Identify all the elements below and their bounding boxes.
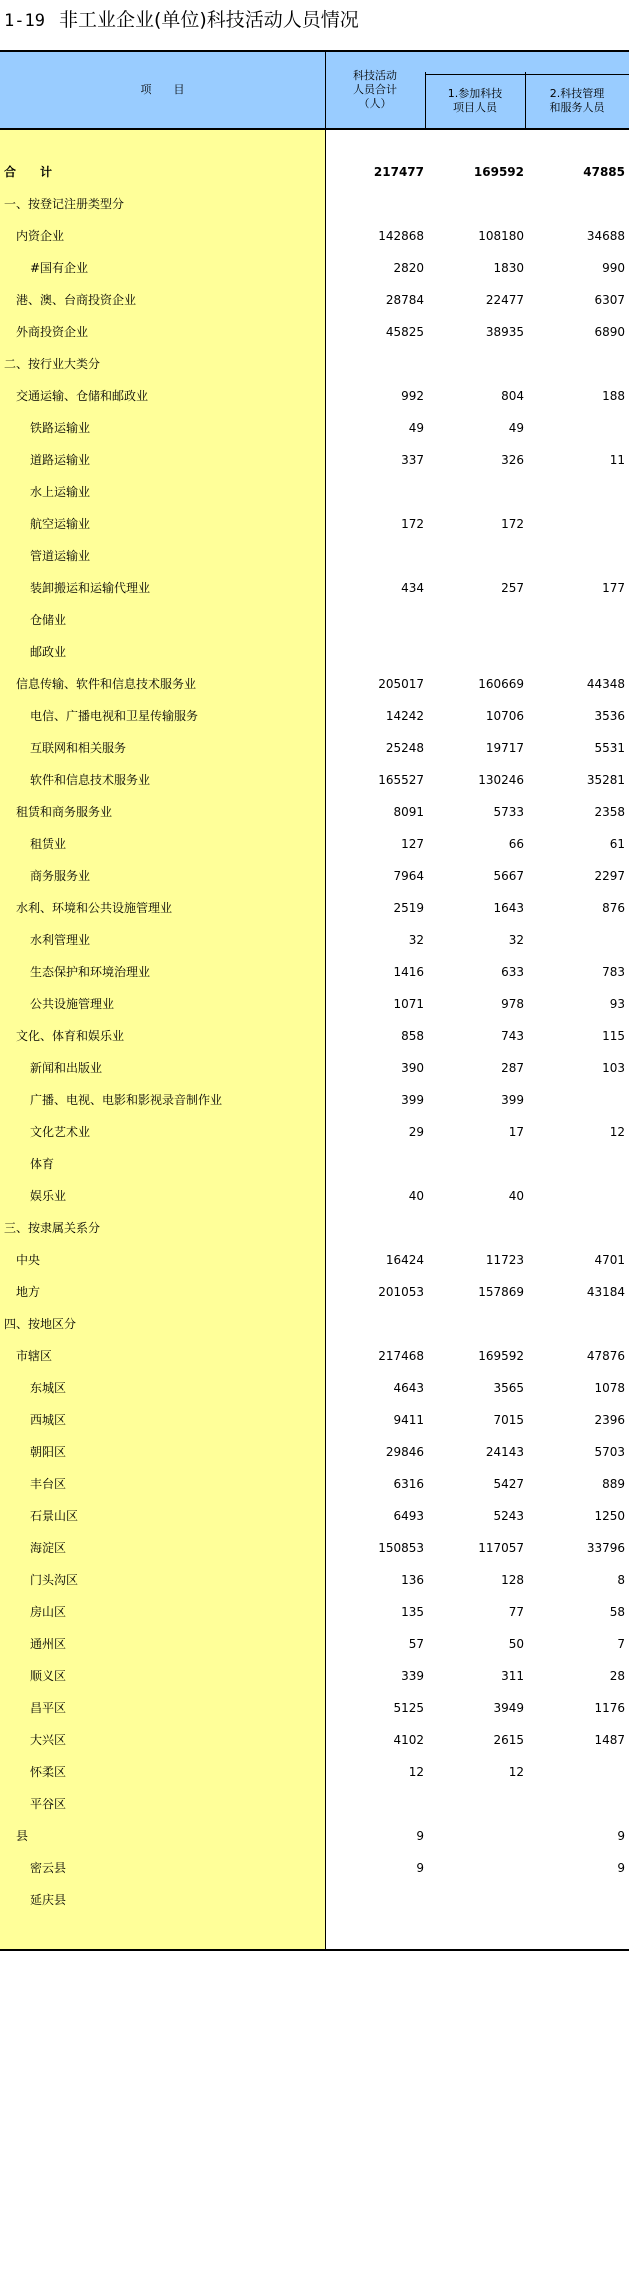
project-staff-cell: 5243: [493, 1509, 524, 1523]
table-row: [0, 1500, 629, 1532]
project-staff-cell: 24143: [485, 1445, 524, 1459]
table-row: [0, 1404, 629, 1436]
management-staff-cell: 7: [617, 1637, 625, 1651]
total-cell: 49: [408, 421, 424, 435]
header-management-staff: [525, 52, 629, 128]
management-staff-cell: 58: [609, 1605, 625, 1619]
management-staff-cell: 8: [617, 1573, 625, 1587]
management-staff-cell: 47885: [583, 165, 625, 179]
total-cell: 12: [408, 1765, 424, 1779]
management-staff-cell: 5703: [594, 1445, 625, 1459]
management-staff-cell: 2358: [594, 805, 625, 819]
total-cell: 858: [401, 1029, 424, 1043]
row-label: 大兴区: [30, 1733, 67, 1747]
row-label: 租赁和商务服务业: [16, 805, 113, 819]
project-staff-cell: 804: [501, 389, 524, 403]
management-staff-cell: 28: [609, 1669, 625, 1683]
table-row: [0, 1148, 629, 1180]
total-cell: 136: [401, 1573, 424, 1587]
project-staff-cell: 3565: [493, 1381, 524, 1395]
total-cell: 399: [401, 1093, 424, 1107]
table-row: [0, 860, 629, 892]
table-row: [0, 924, 629, 956]
management-staff-cell: 9: [617, 1829, 625, 1843]
total-cell: 9: [416, 1829, 424, 1843]
project-staff-cell: 17: [508, 1125, 524, 1139]
table-row: [0, 988, 629, 1020]
project-staff-cell: 128: [501, 1573, 524, 1587]
total-cell: 6493: [393, 1509, 424, 1523]
total-cell: 7964: [393, 869, 424, 883]
table-row: [0, 1372, 629, 1404]
row-label: 铁路运输业: [30, 421, 91, 435]
table-row: [0, 188, 629, 220]
row-label: 文化、体育和娱乐业: [16, 1029, 125, 1043]
total-cell: 1416: [393, 965, 424, 979]
management-staff-cell: 1176: [594, 1701, 625, 1715]
row-label: 地方: [16, 1285, 41, 1299]
management-staff-cell: 47876: [586, 1349, 625, 1363]
management-staff-cell: 3536: [594, 709, 625, 723]
total-cell: 16424: [385, 1253, 424, 1267]
project-staff-cell: 5733: [493, 805, 524, 819]
row-label: 怀柔区: [30, 1765, 67, 1779]
total-cell: 9411: [393, 1413, 424, 1427]
row-label: 西城区: [30, 1413, 67, 1427]
row-label: 广播、电视、电影和影视录音制作业: [30, 1093, 223, 1107]
table-row: [0, 956, 629, 988]
project-staff-cell: 49: [508, 421, 524, 435]
table-row: [0, 284, 629, 316]
project-staff-cell: 978: [501, 997, 524, 1011]
row-label: 仓储业: [30, 613, 67, 627]
table-row: [0, 1628, 629, 1660]
project-staff-cell: 399: [501, 1093, 524, 1107]
management-staff-cell: 33796: [586, 1541, 625, 1555]
management-staff-cell: 5531: [594, 741, 625, 755]
management-staff-cell: 1078: [594, 1381, 625, 1395]
management-staff-cell: 2396: [594, 1413, 625, 1427]
header-project-line2: 项目人员: [453, 101, 497, 114]
row-label: 合 计: [4, 165, 53, 179]
table-row: [0, 1020, 629, 1052]
total-cell: 1071: [393, 997, 424, 1011]
row-label: 密云县: [30, 1861, 67, 1875]
row-label: 昌平区: [30, 1701, 67, 1715]
row-label: 中央: [16, 1253, 41, 1267]
total-cell: 5125: [393, 1701, 424, 1715]
header-management-line1: 2.科技管理: [549, 87, 605, 100]
project-staff-cell: 32: [508, 933, 524, 947]
row-label: 延庆县: [30, 1893, 67, 1907]
management-staff-cell: 44348: [586, 677, 625, 691]
row-label: 软件和信息技术服务业: [30, 773, 151, 787]
project-staff-cell: 50: [508, 1637, 524, 1651]
table-row: [0, 1532, 629, 1564]
table-row: [0, 732, 629, 764]
total-cell: 172: [401, 517, 424, 531]
project-staff-cell: 169592: [478, 1349, 524, 1363]
table-row: [0, 700, 629, 732]
table-row: [0, 1468, 629, 1500]
row-label: 文化艺术业: [30, 1125, 91, 1139]
management-staff-cell: 35281: [586, 773, 625, 787]
table-row: [0, 1564, 629, 1596]
management-staff-cell: 43184: [586, 1285, 625, 1299]
table-row: [0, 508, 629, 540]
total-cell: 40: [408, 1189, 424, 1203]
total-cell: 28784: [385, 293, 424, 307]
project-staff-cell: 3949: [493, 1701, 524, 1715]
total-cell: 142868: [378, 229, 424, 243]
table-row: [0, 1116, 629, 1148]
table-row: [0, 1244, 629, 1276]
project-staff-cell: 160669: [478, 677, 524, 691]
row-label: 顺义区: [30, 1669, 67, 1683]
table-row: [0, 1052, 629, 1084]
row-label: 三、按隶属关系分: [4, 1221, 101, 1235]
table-row: [0, 1276, 629, 1308]
management-staff-cell: 93: [609, 997, 625, 1011]
header-total-line2: 人员合计: [353, 83, 397, 96]
row-label: 水利管理业: [30, 933, 91, 947]
total-cell: 9: [416, 1861, 424, 1875]
total-cell: 150853: [378, 1541, 424, 1555]
table-row: [0, 636, 629, 668]
project-staff-cell: 287: [501, 1061, 524, 1075]
row-label: 道路运输业: [30, 453, 91, 467]
row-label: 朝阳区: [30, 1445, 67, 1459]
total-cell: 8091: [393, 805, 424, 819]
table-row: [0, 796, 629, 828]
management-staff-cell: 6307: [594, 293, 625, 307]
row-label: 水上运输业: [30, 485, 91, 499]
table-row: [0, 1884, 629, 1916]
row-label: 通州区: [30, 1637, 67, 1651]
management-staff-cell: 990: [602, 261, 625, 275]
table-row: [0, 1820, 629, 1852]
table-row: [0, 540, 629, 572]
management-staff-cell: 889: [602, 1477, 625, 1491]
row-label: 水利、环境和公共设施管理业: [16, 901, 173, 915]
row-label: 商务服务业: [30, 869, 91, 883]
project-staff-cell: 1643: [493, 901, 524, 915]
table-row: [0, 1436, 629, 1468]
management-staff-cell: 115: [602, 1029, 625, 1043]
row-label: 房山区: [30, 1605, 67, 1619]
table-row: [0, 412, 629, 444]
row-label: 航空运输业: [30, 517, 91, 531]
row-label: 四、按地区分: [4, 1317, 77, 1331]
project-staff-cell: 633: [501, 965, 524, 979]
management-staff-cell: 12: [609, 1125, 625, 1139]
total-cell: 127: [401, 837, 424, 851]
table-row: [0, 220, 629, 252]
total-cell: 165527: [378, 773, 424, 787]
total-cell: 390: [401, 1061, 424, 1075]
row-label: 交通运输、仓储和邮政业: [16, 389, 149, 403]
project-staff-cell: 40: [508, 1189, 524, 1203]
management-staff-cell: 61: [609, 837, 625, 851]
project-staff-cell: 66: [508, 837, 524, 851]
table-row: [0, 1756, 629, 1788]
total-cell: 2519: [393, 901, 424, 915]
table-row: [0, 316, 629, 348]
project-staff-cell: 743: [501, 1029, 524, 1043]
table-row: [0, 572, 629, 604]
project-staff-cell: 77: [508, 1605, 524, 1619]
table-row: [0, 476, 629, 508]
project-staff-cell: 157869: [478, 1285, 524, 1299]
header-item: 项 目: [140, 83, 185, 96]
management-staff-cell: 11: [609, 453, 625, 467]
total-cell: 2820: [393, 261, 424, 275]
row-label: 公共设施管理业: [30, 997, 115, 1011]
row-label: #国有企业: [30, 261, 89, 275]
header-total: [325, 52, 425, 128]
row-label: 东城区: [30, 1381, 67, 1395]
total-cell: 4643: [393, 1381, 424, 1395]
table-row: [0, 1340, 629, 1372]
header-project-line1: 1.参加科技: [447, 87, 503, 100]
total-cell: 135: [401, 1605, 424, 1619]
project-staff-cell: 117057: [478, 1541, 524, 1555]
row-label: 外商投资企业: [16, 325, 89, 339]
project-staff-cell: 1830: [493, 261, 524, 275]
total-cell: 205017: [378, 677, 424, 691]
header-total-line1: 科技活动: [353, 69, 397, 82]
project-staff-cell: 108180: [478, 229, 524, 243]
row-label: 新闻和出版业: [30, 1061, 103, 1075]
row-label: 海淀区: [30, 1541, 67, 1555]
row-label: 门头沟区: [30, 1573, 79, 1587]
total-cell: 434: [401, 581, 424, 595]
total-cell: 29: [408, 1125, 424, 1139]
total-cell: 201053: [378, 1285, 424, 1299]
table-title: 非工业企业(单位)科技活动人员情况: [58, 9, 359, 31]
management-staff-cell: 1487: [594, 1733, 625, 1747]
page-title: [4, 6, 359, 34]
header-total-line3: （人）: [358, 97, 392, 110]
column-divider: [525, 72, 526, 130]
row-label: 市辖区: [16, 1349, 53, 1363]
management-staff-cell: 177: [602, 581, 625, 595]
total-cell: 45825: [385, 325, 424, 339]
row-label: 装卸搬运和运输代理业: [30, 581, 151, 595]
table-row: [0, 1596, 629, 1628]
project-staff-cell: 172: [501, 517, 524, 531]
table-row: [0, 668, 629, 700]
row-label: 信息传输、软件和信息技术服务业: [16, 677, 197, 691]
header-management-line2: 和服务人员: [549, 101, 605, 114]
header-project-staff: [425, 52, 525, 128]
total-cell: 29846: [385, 1445, 424, 1459]
header-subdivider: [425, 74, 629, 75]
table-row: [0, 1724, 629, 1756]
project-staff-cell: 5427: [493, 1477, 524, 1491]
row-label: 二、按行业大类分: [4, 357, 101, 371]
table-row: [0, 1692, 629, 1724]
row-label: 石景山区: [30, 1509, 79, 1523]
table-row: [0, 828, 629, 860]
row-label: 一、按登记注册类型分: [4, 197, 125, 211]
management-staff-cell: 6890: [594, 325, 625, 339]
project-staff-cell: 22477: [485, 293, 524, 307]
row-label: 内资企业: [16, 229, 65, 243]
management-staff-cell: 34688: [586, 229, 625, 243]
table-row: [0, 252, 629, 284]
row-label: 丰台区: [30, 1477, 67, 1491]
project-staff-cell: 169592: [473, 165, 524, 179]
total-cell: 339: [401, 1669, 424, 1683]
table-row: [0, 764, 629, 796]
total-cell: 217477: [373, 165, 424, 179]
row-label: 生态保护和环境治理业: [30, 965, 151, 979]
table-row: [0, 604, 629, 636]
column-divider: [425, 72, 426, 130]
table-row: [0, 1308, 629, 1340]
management-staff-cell: 188: [602, 389, 625, 403]
table-row: [0, 156, 629, 188]
project-staff-cell: 2615: [493, 1733, 524, 1747]
table-row: [0, 892, 629, 924]
project-staff-cell: 10706: [485, 709, 524, 723]
table-bottom-border: [0, 1949, 629, 1951]
project-staff-cell: 7015: [493, 1413, 524, 1427]
row-label: 邮政业: [30, 645, 67, 659]
total-cell: 32: [408, 933, 424, 947]
row-label: 港、澳、台商投资企业: [16, 293, 137, 307]
management-staff-cell: 2297: [594, 869, 625, 883]
management-staff-cell: 783: [602, 965, 625, 979]
table-row: [0, 1660, 629, 1692]
row-label: 租赁业: [30, 837, 67, 851]
table-number: 1-19: [4, 11, 45, 31]
table-row: [0, 1212, 629, 1244]
table-row: [0, 1852, 629, 1884]
project-staff-cell: 130246: [478, 773, 524, 787]
management-staff-cell: 1250: [594, 1509, 625, 1523]
project-staff-cell: 19717: [485, 741, 524, 755]
row-label: 县: [16, 1829, 29, 1843]
table-row: [0, 1788, 629, 1820]
total-cell: 6316: [393, 1477, 424, 1491]
row-label: 体育: [30, 1157, 55, 1171]
project-staff-cell: 11723: [485, 1253, 524, 1267]
project-staff-cell: 311: [501, 1669, 524, 1683]
row-label: 互联网和相关服务: [30, 741, 127, 755]
total-cell: 57: [408, 1637, 424, 1651]
project-staff-cell: 326: [501, 453, 524, 467]
row-label: 电信、广播电视和卫星传输服务: [30, 709, 199, 723]
management-staff-cell: 103: [602, 1061, 625, 1075]
total-cell: 992: [401, 389, 424, 403]
table-row: [0, 444, 629, 476]
total-cell: 337: [401, 453, 424, 467]
table-row: [0, 1180, 629, 1212]
total-cell: 14242: [385, 709, 424, 723]
table-header: [0, 50, 629, 130]
project-staff-cell: 257: [501, 581, 524, 595]
total-cell: 4102: [393, 1733, 424, 1747]
total-cell: 25248: [385, 741, 424, 755]
data-table: [0, 50, 629, 1951]
management-staff-cell: 876: [602, 901, 625, 915]
table-row: [0, 380, 629, 412]
project-staff-cell: 38935: [485, 325, 524, 339]
project-staff-cell: 12: [508, 1765, 524, 1779]
table-row: [0, 1084, 629, 1116]
project-staff-cell: 5667: [493, 869, 524, 883]
management-staff-cell: 9: [617, 1861, 625, 1875]
row-label: 娱乐业: [30, 1189, 67, 1203]
management-staff-cell: 4701: [594, 1253, 625, 1267]
row-label: 管道运输业: [30, 549, 91, 563]
row-label: 平谷区: [30, 1797, 67, 1811]
total-cell: 217468: [378, 1349, 424, 1363]
table-row: [0, 348, 629, 380]
